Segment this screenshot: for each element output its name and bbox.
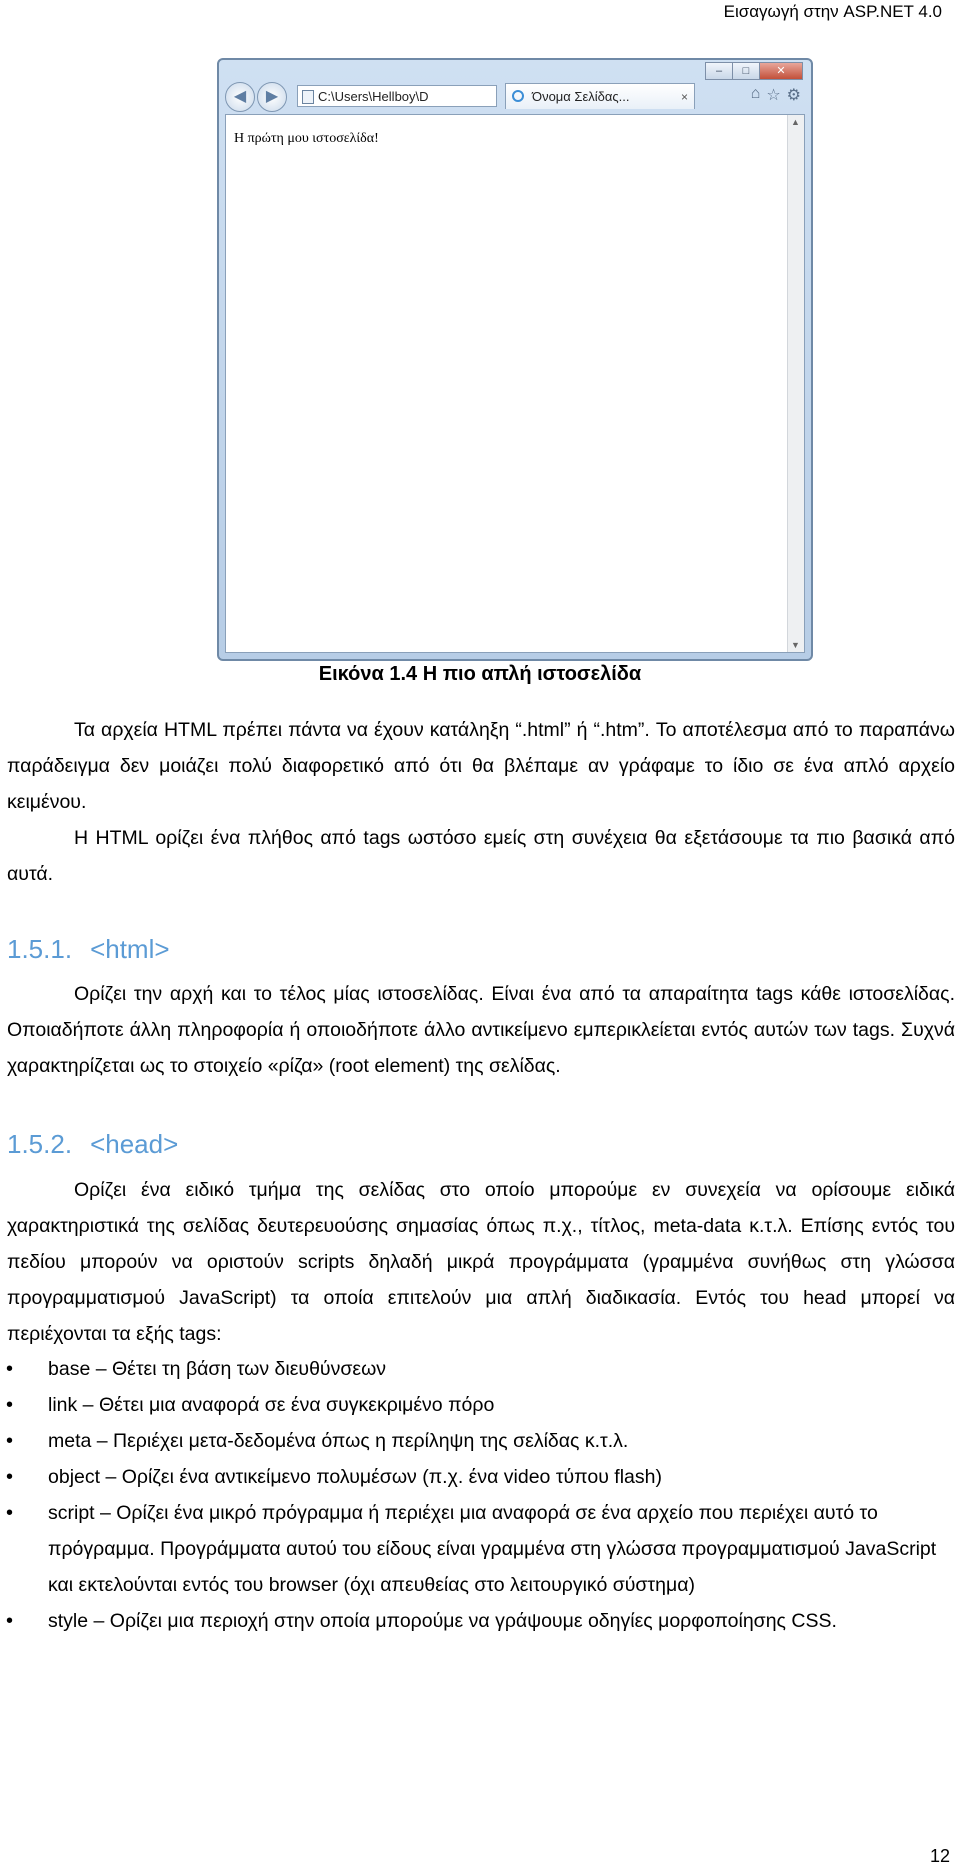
vertical-scrollbar <box>787 115 804 652</box>
back-arrow-icon: ◀ <box>225 82 255 112</box>
section-heading-head <box>7 1129 178 1160</box>
scroll-down-icon: ▼ <box>791 640 800 650</box>
intro-paragraph-2 <box>7 820 955 892</box>
section2-paragraph <box>7 1172 955 1352</box>
section1-paragraph <box>7 976 955 1084</box>
close-icon: ✕ <box>759 62 803 80</box>
scroll-up-icon: ▲ <box>791 117 800 127</box>
star-icon: ☆ <box>766 87 781 104</box>
gear-icon: ⚙ <box>786 87 801 104</box>
minimize-icon: – <box>705 62 733 80</box>
address-bar <box>297 85 497 107</box>
browser-navbar <box>225 80 805 112</box>
page-icon <box>302 90 314 104</box>
ie-logo-icon <box>512 90 524 102</box>
list-item: • link – Θέτει μια αναφορά σε ένα συγκεκριμένο πόρο <box>6 1394 495 1416</box>
forward-arrow-icon: ▶ <box>257 82 287 112</box>
list-item: • base – Θέτει τη βάση των διευθύνσεων <box>6 1358 387 1380</box>
section1-text: Ορίζει την αρχή και το τέλος μίας ιστοσελίδας. Είναι ένα από τα απαραίτητα tags κάθε ιστοσελίδας. Οποιαδήποτε άλλη πληροφορία ή οποιοδήποτε άλλο αντικείμενο εμπερικλείεται εντός αυτών των tags. Συχνά χαρακτηρίζεται ως το στοιχείο «ρίζα» (root element) της σελίδας. <box>7 983 955 1077</box>
browser-window-figure <box>217 58 813 661</box>
list-item: • style – Ορίζει μια περιοχή στην οποία μπορούμε να γράψουμε οδηγίες μορφοποίησης CSS. <box>6 1610 837 1632</box>
tab-title: Όνομα Σελίδας... <box>532 89 630 104</box>
intro-paragraph-1 <box>7 712 955 820</box>
section-number: 1.5.2. <box>7 1129 73 1159</box>
address-text: C:\Users\Hellboy\D <box>318 89 429 104</box>
page-content-text: Η πρώτη μου ιστοσελίδα! <box>234 131 379 146</box>
list-item: • script – Ορίζει ένα μικρό πρόγραμμα ή περιέχει μια αναφορά σε ένα αρχείο που περιέχει αυτό το πρόγραμμα. Προγράμματα αυτού του είδους είναι γραμμένα στη γλώσσα προγραμματισμού JavaScript και εκτελούνται εντός του browser (όχι απευθείας στο λειτουργικό σύστημα) <box>6 1502 937 1596</box>
page-number: 12 <box>929 1846 950 1866</box>
home-icon: ⌂ <box>750 85 761 102</box>
browser-tools <box>751 85 801 105</box>
head-tags-list <box>0 1351 955 1639</box>
maximize-icon: □ <box>732 62 760 80</box>
tab-close-icon: × <box>680 90 688 104</box>
section-number: 1.5.1. <box>7 934 73 964</box>
intro-text-2: Η HTML ορίζει ένα πλήθος από tags ωστόσο εμείς στη συνέχεια θα εξετάσουμε τα πιο βασικά από αυτά. <box>7 827 955 885</box>
figure-caption: Εικόνα 1.4 Η πιο απλή ιστοσελίδα <box>318 663 642 685</box>
window-controls <box>706 62 803 80</box>
browser-tab <box>505 83 695 109</box>
section-title: <head> <box>90 1129 179 1159</box>
section-heading-html <box>7 934 170 965</box>
list-item: • object – Ορίζει ένα αντικείμενο πολυμέσων (π.χ. ένα video τύπου flash) <box>6 1466 662 1488</box>
list-item: • meta – Περιέχει μετα-δεδομένα όπως η περίληψη της σελίδας κ.τ.λ. <box>6 1430 629 1452</box>
intro-text-1: Τα αρχεία HTML πρέπει πάντα να έχουν κατάληξη “.html” ή “.htm”. Το αποτέλεσμα από το παραπάνω παράδειγμα δεν μοιάζει πολύ διαφορετικό από ότι θα βλέπαμε αν γράφαμε το ίδιο σε ένα απλό αρχείο κειμένου. <box>7 719 955 813</box>
browser-viewport <box>225 114 805 653</box>
section2-text: Ορίζει ένα ειδικό τμήμα της σελίδας στο οποίο μπορούμε εν συνεχεία να ορίσουμε ειδικά χαρακτηριστικά της σελίδας δευτερευούσης σημασίας όπως π.χ., τίτλος, meta-data κ.τ.λ. Επίσης εντός του πεδίου μπορούν να οριστούν scripts δηλαδή μικρά προγράμματα (γραμμένα συνήθως στη γλώσσα προγραμματισμού JavaScript) τα οποία επιτελούν μια απλή διαδικασία. Εντός του head μπορεί να περιέχονται τα εξής tags: <box>7 1179 955 1345</box>
section-title: <html> <box>90 934 170 964</box>
running-header: Εισαγωγή στην ASP.NET 4.0 <box>723 2 942 21</box>
